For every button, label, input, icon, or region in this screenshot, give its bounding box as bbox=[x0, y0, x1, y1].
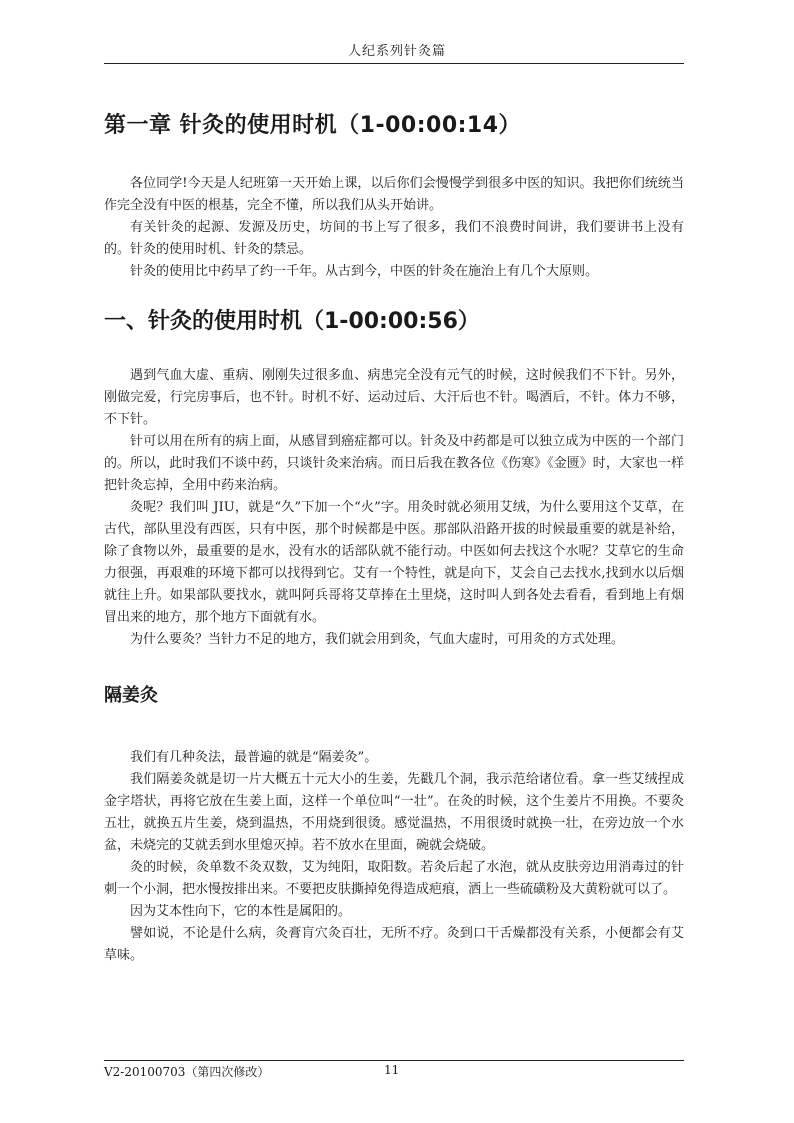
paragraph: 我们隔姜灸就是切一片大概五十元大小的生姜，先戳几个洞，我示范给诸位看。拿一些艾绒捏成金字塔状，再将它放在生姜上面，这样一个单位叫“一壮”。在灸的时候，这个生姜片不用换。不要灸五壮，就换五片生姜，烧到温热，不用烧到很烫。感觉温热，不用很烫时就换一壮，在旁边放一个水盆，未烧完的艾就丢到水里熄灭掉。若不放水在里面，碗就会烧破。 bbox=[104, 772, 684, 853]
footer-divider bbox=[104, 1060, 684, 1061]
paragraph: 为什么要灸？当针力不足的地方，我们就会用到灸，气血大虚时，可用灸的方式处理。 bbox=[130, 632, 625, 647]
paragraph: 各位同学!今天是人纪班第一天开始上课，以后你们会慢慢学到很多中医的知识。我把你们统统当作完全没有中医的根基，完全不懂，所以我们从头开始讲。 bbox=[104, 176, 684, 213]
version-label: V2-20100703（第四次修改） bbox=[104, 1065, 270, 1079]
header-divider bbox=[104, 63, 684, 64]
paragraph: 灸的时候，灸单数不灸双数，艾为纯阳，取阳数。若灸后起了水泡，就从皮肤旁边用消毒过的针刺一个小洞，把水慢按排出来。不要把皮肤撕掉免得造成疤痕，洒上一些硫磺粉及大黄粉就可以了。 bbox=[104, 860, 684, 897]
subsection-title: 隔姜灸 bbox=[104, 685, 158, 706]
paragraph: 遇到气血大虚、重病、刚刚失过很多血、病患完全没有元气的时候，这时候我们不下针。另外，刚做完爱，行完房事后，也不针。时机不好、运动过后、大汗后也不针。喝酒后，不针。体力不够，不下针。 bbox=[104, 368, 684, 427]
paragraph: 譬如说，不论是什么病，灸膏肓穴灸百壮，无所不疗。灸到口干舌燥都没有关系，小便都会有艾草味。 bbox=[104, 926, 684, 963]
page-body bbox=[104, 108, 684, 967]
paragraph: 灸呢？我们叫 JIU，就是“久”下加一个“火”字。用灸时就必须用艾绒，为什么要用这个艾草，在古代，部队里没有西医，只有中医，那个时候都是中医。那部队沿路开拔的时候最重要的就是补给，除了食物以外，最重要的是水，没有水的话部队就不能行动。中医如何去找这个水呢？艾草它的生命力很强，再艰难的环境下都可以找得到它。艾有一个特性，就是向下，艾会自己去找水,找到水以后烟就往上升。如果部队要找水，就叫阿兵哥将艾草捧在土里烧，这时叫人到各处去看看，看到地上有烟冒出来的地方，那个地方下面就有水。 bbox=[104, 500, 684, 625]
paragraph: 针灸的使用比中药早了约一千年。从古到今，中医的针灸在施治上有几个大原则。 bbox=[130, 264, 599, 279]
page-number: 11 bbox=[384, 1063, 400, 1077]
paragraph: 有关针灸的起源、发源及历史，坊间的书上写了很多，我们不浪费时间讲，我们要讲书上没有的。针灸的使用时机、针灸的禁忌。 bbox=[104, 220, 684, 257]
paragraph: 针可以用在所有的病上面，从感冒到癌症都可以。针灸及中药都是可以独立成为中医的一个部门的。所以，此时我们不谈中药，只谈针灸来治病。而日后我在教各位《伤寒》《金匮》时，大家也一样把针灸忘掉，全用中药来治病。 bbox=[104, 434, 684, 493]
section-title: 一、针灸的使用时机（1-00:00:56） bbox=[104, 309, 480, 334]
chapter-title: 第一章 针灸的使用时机（1-00:00:14） bbox=[104, 113, 522, 138]
paragraph: 因为艾本性向下，它的本性是属阳的。 bbox=[130, 904, 352, 919]
running-header: 人纪系列针灸篇 bbox=[347, 44, 446, 59]
paragraph: 我们有几种灸法，最普遍的就是“隔姜灸”。 bbox=[130, 750, 378, 765]
